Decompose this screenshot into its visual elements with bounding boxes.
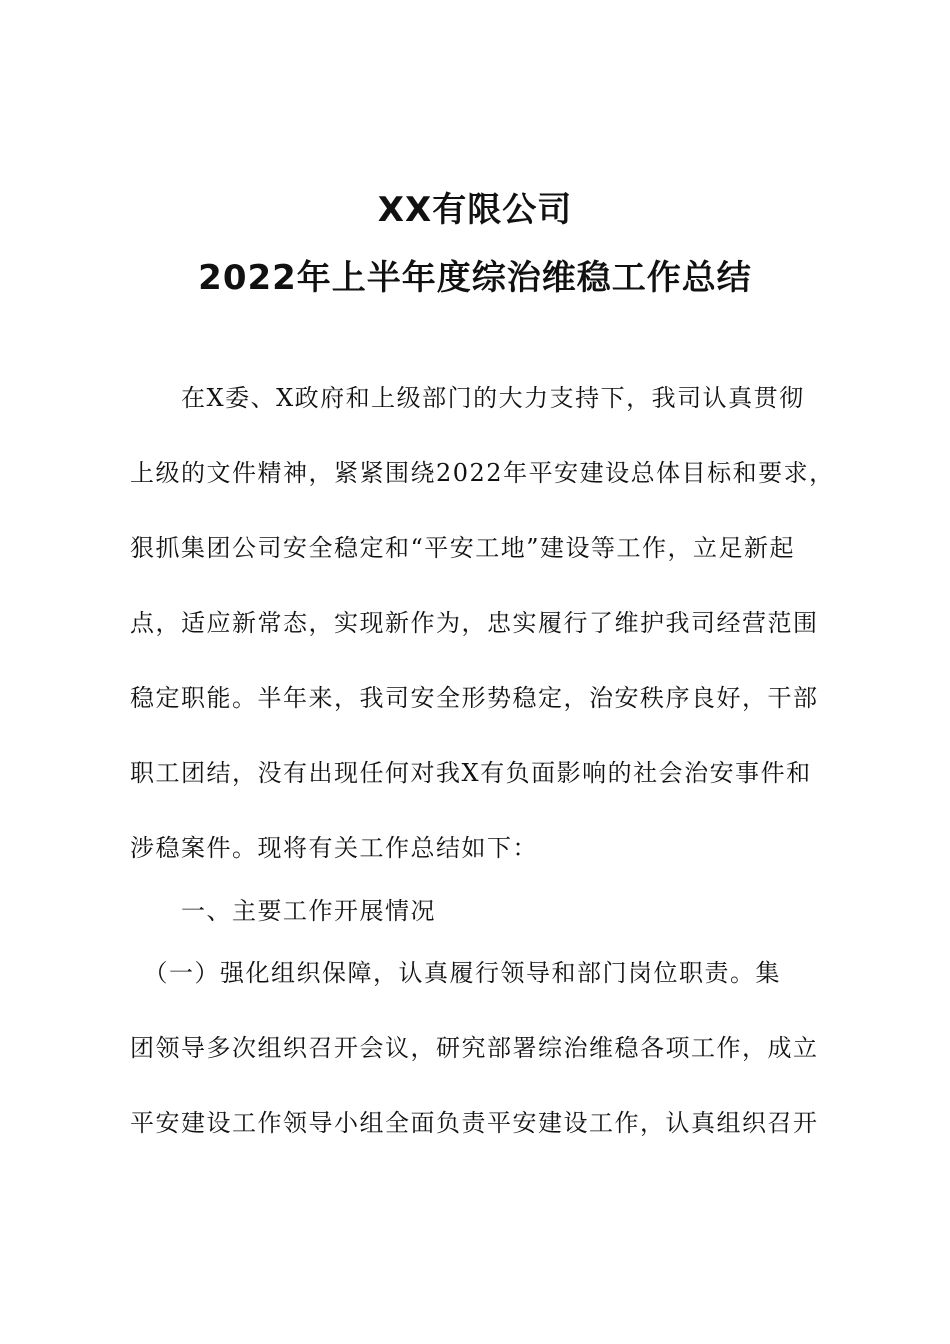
body-text-line: 平安建设工作领导小组全面负责平安建设工作，认真组织召开 (130, 1109, 819, 1137)
body-text-line: 在X委、X政府和上级部门的大力支持下，我司认真贯彻 (130, 384, 805, 412)
body-text-line: 狠抓集团公司安全稳定和“平安工地”建设等工作，立足新起 (130, 534, 796, 562)
subsection-heading: （一）强化组织保障，认真履行领导和部门岗位职责。集 (130, 959, 781, 987)
body-text-line: 团领导多次组织召开会议，研究部署综治维稳各项工作，成立 (130, 1034, 819, 1062)
body-text-line: 稳定职能。半年来，我司安全形势稳定，治安秩序良好，干部 (130, 684, 819, 712)
document-title-report: 2022年上半年度综治维稳工作总结 (198, 258, 752, 298)
body-text-line: 涉稳案件。现将有关工作总结如下： (130, 834, 538, 862)
document-title-company: XX有限公司 (377, 190, 573, 230)
section-heading: 一、主要工作开展情况 (130, 897, 436, 925)
body-text-line: 职工团结，没有出现任何对我X有负面影响的社会治安事件和 (130, 759, 812, 787)
body-text-line: 点，适应新常态，实现新作为，忠实履行了维护我司经营范围 (130, 609, 819, 637)
body-text-line: 上级的文件精神，紧紧围绕2022年平安建设总体目标和要求， (130, 459, 835, 487)
